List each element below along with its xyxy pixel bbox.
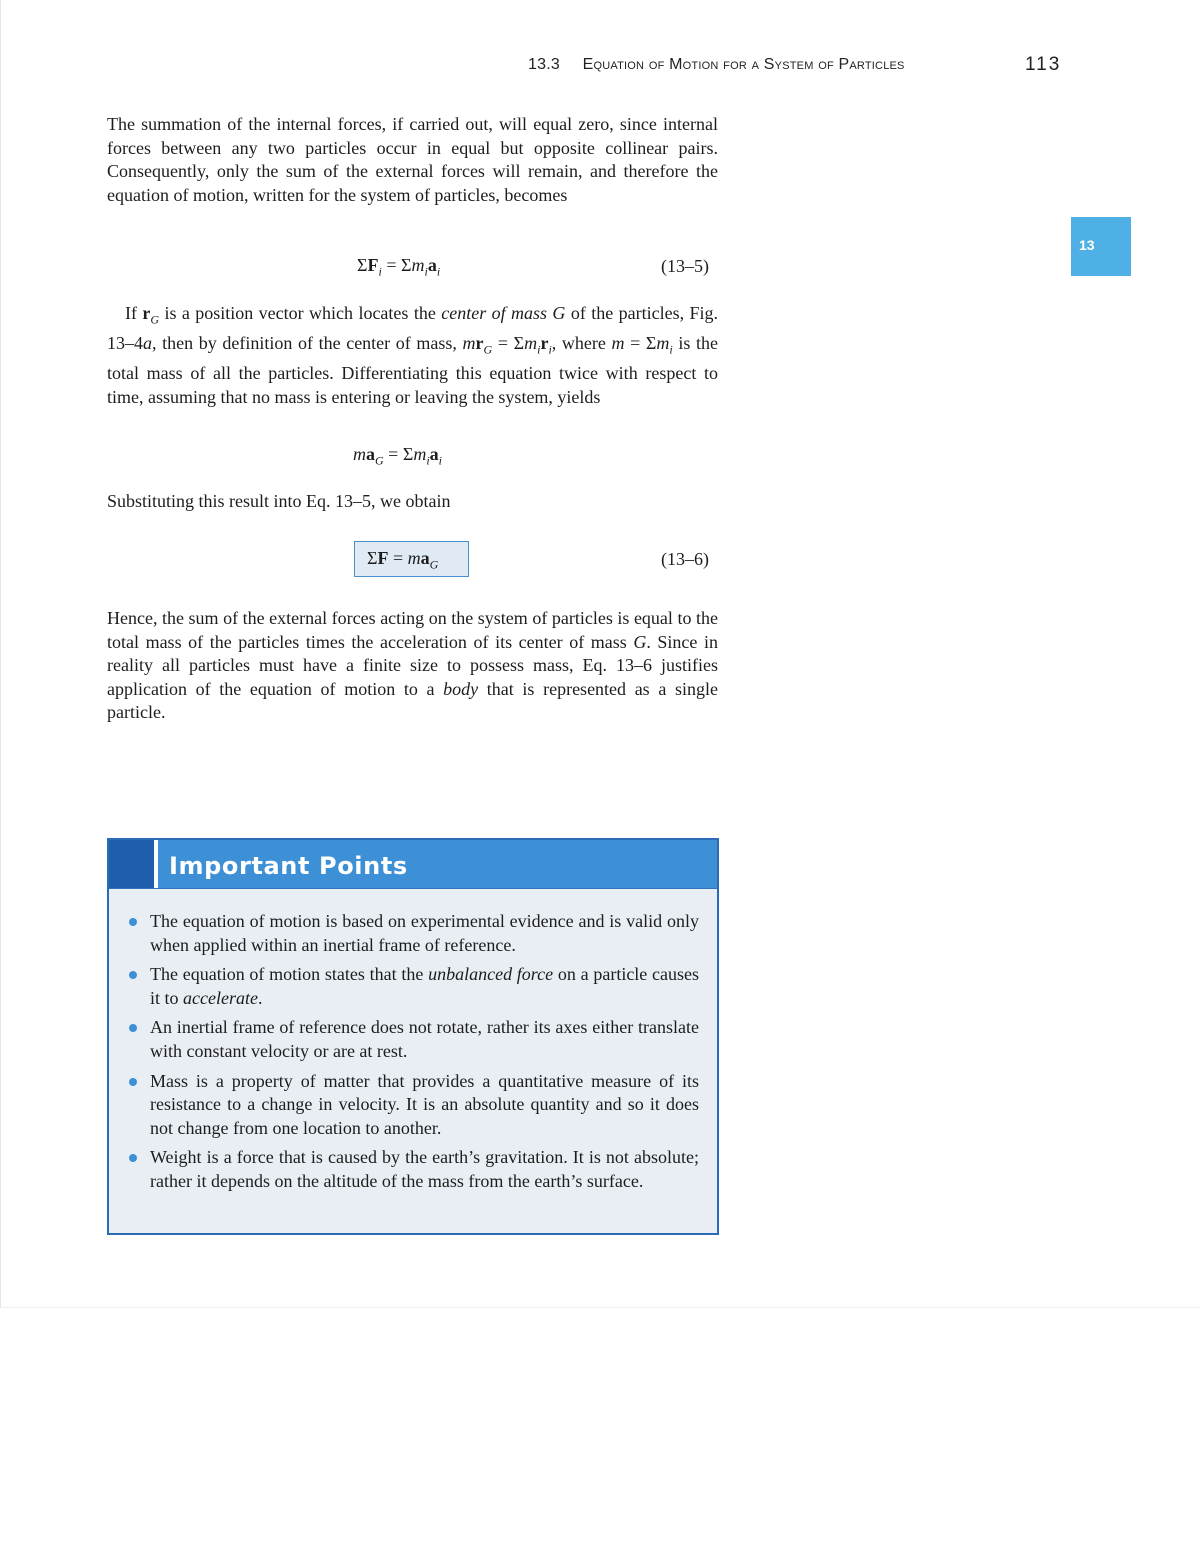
- bullet-icon: [129, 918, 137, 926]
- equation-13-5: $\Sigma F_i = \Sigma m_ia_i$: [357, 255, 441, 279]
- paragraph-substituting: Substituting this result into Eq. 13–5, we obtain: [107, 491, 451, 511]
- chapter-tab: [1071, 217, 1131, 276]
- list-item-text: Weight is a force that is caused by the earth’s gravitation. It is not absolute; rather it depends on the altitude of the mass from the earth’s surface.: [150, 1147, 699, 1191]
- list-item: [109, 963, 717, 1010]
- important-points-header: [109, 840, 717, 889]
- p2-text-e: , where: [551, 333, 612, 354]
- important-points-box: [107, 838, 719, 1235]
- list-item-text: The equation of motion is based on experimental evidence and is valid only when applied within an inertial frame of reference.: [150, 911, 699, 955]
- bullet-icon: [129, 1078, 137, 1086]
- bullet-icon: [129, 971, 137, 979]
- p4-text-b: . Since in reality all particles must have a finite size to possess mass, Eq. 13–6 justifies application of the equation of motion to a: [107, 631, 718, 699]
- running-header: [528, 56, 905, 74]
- boxed-equation-13-6: $\Sigma F = ma_G$: [354, 541, 469, 577]
- paragraph-internal-forces: The summation of the internal forces, if carried out, will equal zero, since internal forces between any two particles occur in equal but opposite collinear pairs. Consequently, only the sum of the external forces will remain, and therefore the equation of motion, written for the system of particles, becomes: [107, 114, 718, 205]
- section-number: 13.3: [528, 56, 560, 73]
- list-item: [109, 1146, 717, 1193]
- p2-text-d: , then by definition of the center of mass,: [152, 333, 463, 354]
- p4-body: body: [443, 678, 479, 699]
- p2-text-a: If: [125, 303, 143, 323]
- list-item-text-a: The equation of motion states that the: [150, 964, 429, 985]
- page-number: 113: [1025, 54, 1062, 75]
- equation-center-of-mass-acceleration: $ma_G = \Sigma m_ia_i$: [353, 444, 442, 468]
- list-item: [109, 1070, 717, 1141]
- p2-text-b: is a position vector which locates the: [159, 303, 442, 323]
- p2-center-of-mass: center of mass G: [441, 303, 566, 323]
- p2-text-c: of the particles, Fig. 13–4: [107, 303, 718, 354]
- p4-text-a: Hence, the sum of the external forces acting on the system of particles is equal to the total mass of the particles times the acceleration of its center of mass: [107, 608, 718, 652]
- equation-number-13-6: (13–6): [661, 549, 709, 569]
- equation-number-13-5: (13–5): [661, 256, 709, 276]
- list-item-text: An inertial frame of reference does not rotate, rather its axes either translate with constant velocity or are at rest.: [150, 1017, 699, 1061]
- important-points-list: [109, 910, 717, 1200]
- paragraph-center-of-mass: If $r_G$ is a position vector which locates the center of mass G of the particles, Fig. 13–4a, then by definition of the center of mass, $mr_G = \Sigma m_ir_i$, where $m = \Sigma m_i$ is the total mass of all the particles. Differentiating this equation twice with respect to time, assuming that no mass is entering or leaving the system, yields: [107, 303, 719, 407]
- bullet-icon: [129, 1024, 137, 1032]
- p2-text-f: is the total mass of all the particles. Differentiating this equation twice with respect to time, assuming that no mass is entering or leaving the system, yields: [107, 333, 719, 407]
- list-item-text-c: .: [257, 987, 263, 1008]
- list-item-italic-accelerate: accelerate: [183, 987, 258, 1008]
- paragraph-conclusion: [107, 607, 718, 725]
- p4-text-c: that is represented as a single particle.: [107, 678, 718, 723]
- bullet-icon: [129, 1154, 137, 1162]
- p4-G: G: [633, 631, 647, 652]
- chapter-tab-label: 13: [1079, 237, 1095, 253]
- list-item: [109, 910, 717, 957]
- p2-fig-letter: a: [143, 333, 152, 354]
- list-item-text: Mass is a property of matter that provides a quantitative measure of its resistance to a change in velocity. It is an absolute quantity and so it does not change from one location to another.: [150, 1070, 699, 1138]
- important-points-title: Important Points: [169, 852, 408, 880]
- list-item: [109, 1016, 717, 1063]
- list-item-italic-unbalanced: unbalanced force: [428, 964, 554, 985]
- list-item-text-b: on a particle causes it to: [150, 964, 700, 1008]
- important-points-header-accent: [109, 840, 158, 888]
- section-title: Equation of Motion for a System of Particles: [582, 56, 905, 73]
